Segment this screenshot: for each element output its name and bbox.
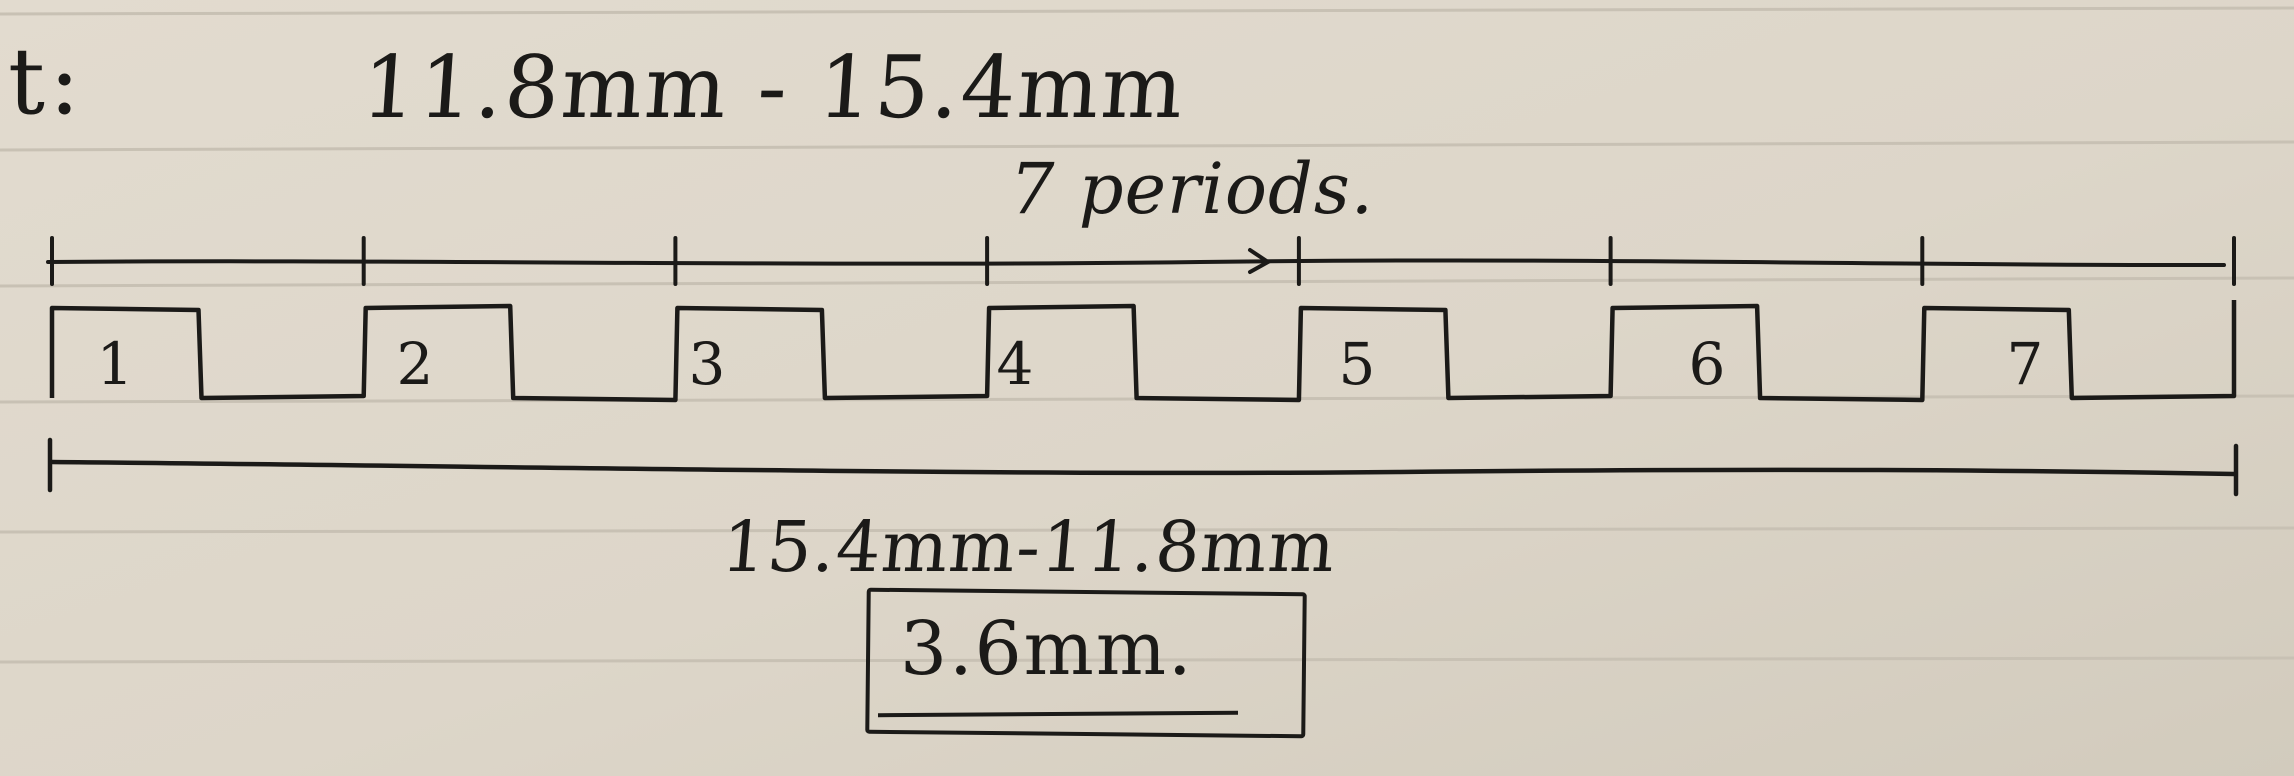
period-number: 1 (96, 330, 134, 398)
period-number: 5 (1338, 330, 1376, 398)
period-number: 4 (996, 330, 1034, 398)
period-number: 2 (396, 330, 434, 398)
difference-expression: 15.4mm-11.8mm (718, 506, 1340, 588)
period-number: 3 (688, 330, 726, 398)
variable-label: t: (8, 28, 84, 135)
periods-label: 7 periods. (1010, 148, 1374, 230)
measured-range: 11.8mm - 15.4mm (358, 38, 1189, 138)
period-number: 7 (2006, 330, 2044, 398)
answer-value: 3.6mm. (900, 606, 1194, 692)
period-number: 6 (1688, 330, 1726, 398)
